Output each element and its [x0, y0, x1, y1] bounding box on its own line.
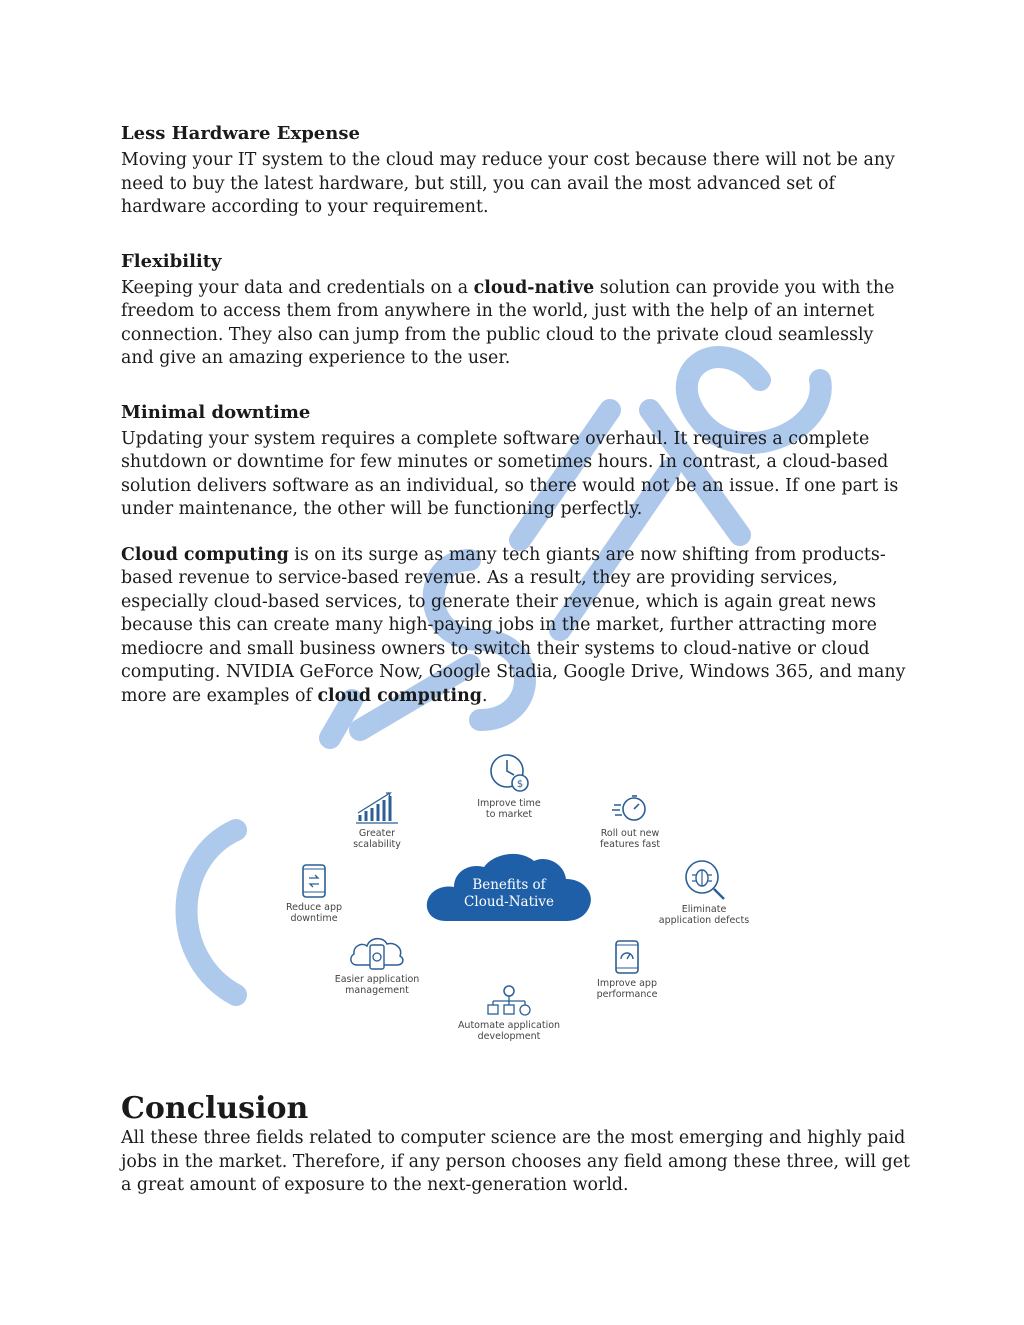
- node-automate-development: [454, 983, 564, 1042]
- benefits-diagram: [238, 733, 778, 1053]
- cloud-title-line2: Cloud-Native: [464, 894, 554, 910]
- node-reduce-downtime: [259, 863, 369, 924]
- node-greater-scalability: [322, 791, 432, 850]
- section-heading: Minimal downtime: [121, 401, 311, 423]
- node-label: [572, 978, 682, 1000]
- node-eliminate-defects: [649, 857, 759, 926]
- cloud-computing-paragraph: [121, 544, 911, 709]
- watermark-stroke-c: [187, 830, 237, 995]
- flow-gear-icon: [483, 983, 535, 1017]
- section-less-hardware: [121, 122, 911, 220]
- stopwatch-icon: [610, 791, 650, 825]
- node-label-line: Improve app: [597, 978, 657, 989]
- node-label-line: Roll out new: [600, 828, 660, 839]
- section-body: Updating your system requires a complete software overhaul. It requires a complete shutdown or downtime for few minutes or sometimes hours. In contrast, a cloud-based solution delivers software as an individual, so there would not be an issue. If one part is under maintenance, the other will be functioning perfectly.: [121, 428, 899, 519]
- body-text: is on its surge as many tech giants are now shifting from products-based revenue to service-based revenue. As a result, they are providing services, especially cloud-based services, to generate their revenue, which is again great news because this can create many high-paying jobs in the market, further attracting more mediocre and small business owners to switch their systems to cloud-native or cloud computing. NVIDIA GeForce Now, Google Stadia, Google Drive, Windows 365, and many more are examples of: [121, 544, 906, 706]
- article-body: [121, 122, 911, 738]
- center-cloud: [424, 849, 594, 923]
- section-body: [121, 277, 911, 371]
- node-label-line: Improve time: [477, 798, 541, 809]
- node-label-line: performance: [596, 989, 658, 1000]
- node-label-line: application defects: [658, 915, 750, 926]
- section-flexibility: [121, 250, 911, 371]
- node-label-line: downtime: [290, 913, 338, 924]
- phone-arrows-icon: [299, 863, 329, 899]
- body-text: solution can provide you with the freedom to access them from anywhere in the world, just with the help of an internet connection. They also can jump from the public cloud to the private cloud seamlessly and give an amazing experience to the user.: [121, 277, 895, 368]
- node-label: [454, 798, 564, 820]
- node-label-line: Automate application: [457, 1020, 561, 1031]
- node-label: [649, 904, 759, 926]
- node-label: [322, 974, 432, 996]
- cloud-title-line1: Benefits of: [472, 877, 546, 893]
- node-label: [259, 902, 369, 924]
- body-text: Keeping your data and credentials on a: [121, 277, 474, 298]
- node-label-line: features fast: [599, 839, 661, 850]
- bar-chart-icon: [354, 791, 400, 825]
- bold-term: Cloud computing: [121, 544, 289, 565]
- node-label-line: Reduce app: [285, 902, 343, 913]
- paragraph-text: [121, 544, 911, 709]
- node-label-line: Easier application: [334, 974, 420, 985]
- phone-gauge-icon: [612, 939, 642, 975]
- body-text: .: [481, 685, 488, 706]
- cloud-phone-icon: [347, 931, 407, 971]
- node-label: [454, 1020, 564, 1042]
- node-label-line: management: [345, 985, 409, 996]
- node-label-line: Eliminate: [681, 904, 727, 915]
- bold-term: cloud-native: [473, 277, 595, 298]
- node-improve-time: [454, 751, 564, 820]
- svg-text:$: $: [516, 779, 524, 790]
- section-heading: Less Hardware Expense: [121, 123, 360, 144]
- node-label-line: Greater: [358, 828, 396, 839]
- node-label: [322, 828, 432, 850]
- conclusion-section: [121, 1091, 911, 1198]
- bug-magnifier-icon: [680, 857, 728, 901]
- bold-term: cloud computing: [317, 685, 482, 706]
- node-improve-performance: [572, 939, 682, 1000]
- node-label-line: scalability: [353, 839, 401, 850]
- clock-dollar-icon: [487, 751, 531, 795]
- node-label-line: to market: [485, 809, 533, 820]
- conclusion-body: All these three fields related to computer science are the most emerging and highly paid jobs in the market. Therefore, if any person chooses any field among these three, will get a great amount of exposure to the next-generation world.: [121, 1128, 911, 1195]
- node-label: [575, 828, 685, 850]
- conclusion-heading: Conclusion: [121, 1091, 309, 1126]
- section-body: Moving your IT system to the cloud may reduce your cost because there will not be any need to buy the latest hardware, but still, you can avail the most advanced set of hardware according to your requirement.: [121, 150, 895, 217]
- section-heading: Flexibility: [121, 250, 222, 272]
- node-label-line: development: [477, 1031, 541, 1042]
- cloud-title: [424, 877, 594, 911]
- node-roll-out: [575, 791, 685, 850]
- section-minimal-downtime: [121, 401, 911, 522]
- node-easier-management: [322, 931, 432, 996]
